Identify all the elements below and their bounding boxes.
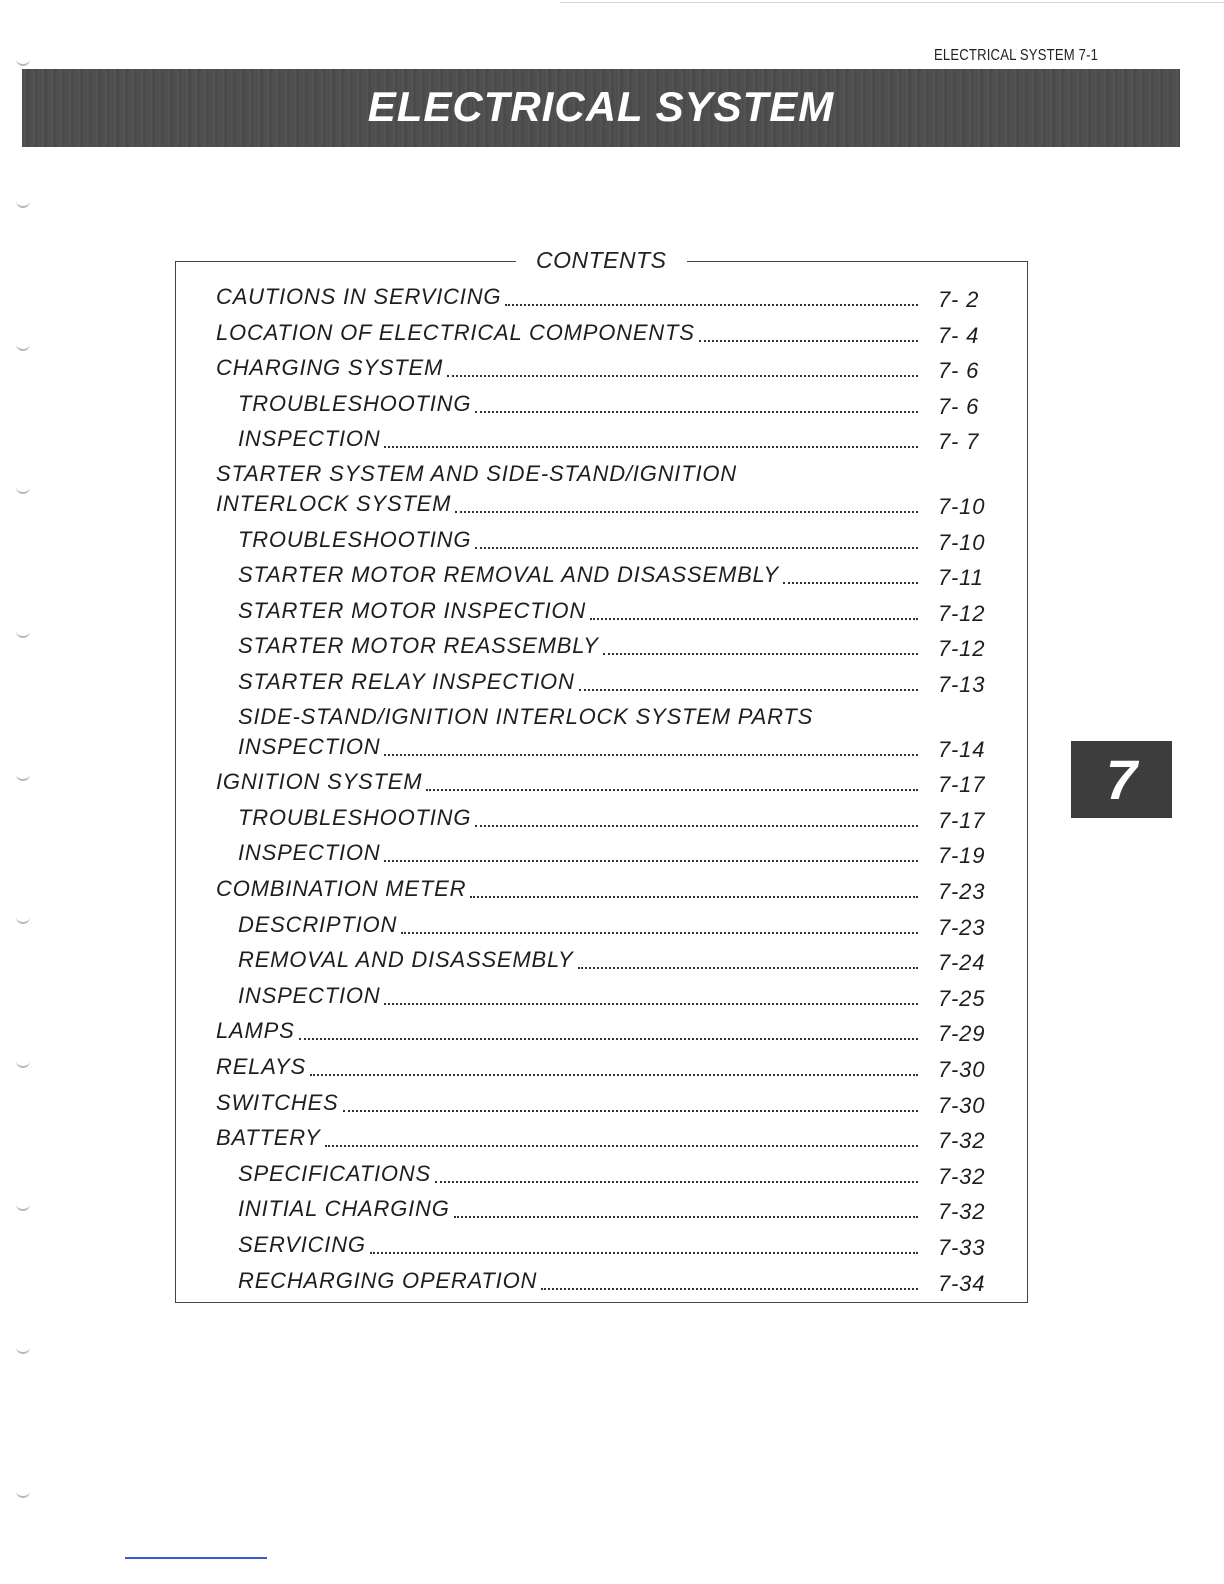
toc-entry-title: SERVICING <box>238 1232 366 1257</box>
dot-leader <box>384 754 918 756</box>
dot-leader <box>578 967 919 969</box>
toc-entry-page: 7-23 <box>938 879 986 904</box>
dot-leader <box>447 375 918 377</box>
toc-entry <box>216 1052 998 1084</box>
toc-entry <box>216 874 998 906</box>
dot-leader <box>299 1038 918 1040</box>
toc-entry <box>216 838 998 870</box>
dot-leader <box>455 511 918 513</box>
toc-entry-page: 7- 6 <box>938 358 980 383</box>
toc-entry-page: 7-12 <box>938 601 986 626</box>
page-title: ELECTRICAL SYSTEM <box>367 83 835 130</box>
dot-leader <box>370 1252 918 1254</box>
toc-entry <box>216 803 998 835</box>
toc-entry <box>216 945 998 977</box>
dot-leader <box>401 932 918 934</box>
dot-leader <box>384 860 918 862</box>
toc-entry <box>216 1088 998 1120</box>
toc-entry-title: COMBINATION METER <box>216 876 467 901</box>
contents-box <box>175 247 1028 1303</box>
toc-entry-title: RECHARGING OPERATION <box>238 1268 538 1293</box>
dot-leader <box>343 1110 918 1112</box>
toc-entry-page: 7-14 <box>938 737 986 762</box>
toc-entry <box>216 560 998 592</box>
dot-leader <box>603 653 918 655</box>
toc-entry-page: 7-19 <box>938 843 986 868</box>
toc-entry-page: 7-32 <box>938 1128 986 1153</box>
toc-entry-title: LAMPS <box>216 1018 295 1043</box>
toc-entry <box>216 667 998 699</box>
binder-mark <box>16 916 30 924</box>
chapter-number: 7 <box>1105 748 1138 811</box>
dot-leader <box>699 340 918 342</box>
binder-mark <box>16 1346 30 1354</box>
toc-entry <box>216 981 998 1013</box>
toc-entry-title: TROUBLESHOOTING <box>238 527 472 552</box>
dot-leader <box>384 1003 918 1005</box>
chapter-tab <box>1071 741 1172 818</box>
toc-entry <box>216 282 998 314</box>
toc-entry-title: INTERLOCK SYSTEM <box>216 491 452 516</box>
footer-rule <box>125 1557 267 1559</box>
toc-entry-title: SPECIFICATIONS <box>238 1161 431 1186</box>
toc-entry <box>216 424 998 456</box>
toc-entry-page: 7-13 <box>938 672 986 697</box>
toc-entry-page: 7- 2 <box>938 287 980 312</box>
toc-entry <box>216 1266 998 1298</box>
dot-leader <box>470 896 918 898</box>
toc-entry <box>216 1230 998 1262</box>
dot-leader <box>325 1145 918 1147</box>
toc-entry-page: 7-32 <box>938 1199 986 1224</box>
binder-mark <box>16 1060 30 1068</box>
toc-entry-title-line: STARTER SYSTEM AND SIDE-STAND/IGNITION <box>216 461 737 486</box>
toc-entry-title: TROUBLESHOOTING <box>238 391 472 416</box>
dot-leader <box>454 1216 918 1218</box>
toc-entry-page: 7-30 <box>938 1093 986 1118</box>
running-header: ELECTRICAL SYSTEM 7-1 <box>934 47 1099 64</box>
dot-leader <box>435 1181 918 1183</box>
toc-entry-title: CHARGING SYSTEM <box>216 355 444 380</box>
toc-entry <box>216 1194 998 1226</box>
binder-mark <box>16 343 30 351</box>
dot-leader <box>475 547 918 549</box>
toc-entry-page: 7-24 <box>938 950 986 975</box>
dot-leader <box>384 446 918 448</box>
toc-entry <box>216 1016 998 1048</box>
toc-entry-title: BATTERY <box>216 1125 321 1150</box>
toc-entry-page: 7-33 <box>938 1235 986 1260</box>
toc-entry-title: INSPECTION <box>238 840 381 865</box>
toc-entry-page: 7-12 <box>938 636 986 661</box>
toc-entry-title: INSPECTION <box>238 734 381 759</box>
toc-entry-title: IGNITION SYSTEM <box>216 769 423 794</box>
toc-entry <box>216 910 998 942</box>
toc-entry-title: STARTER MOTOR REMOVAL AND DISASSEMBLY <box>238 562 780 587</box>
toc-entry <box>216 1159 998 1191</box>
dot-leader <box>783 582 918 584</box>
binder-mark <box>16 1203 30 1211</box>
top-scan-rule <box>560 2 1224 3</box>
toc-entry <box>216 353 998 385</box>
binder-mark <box>16 58 30 66</box>
binder-mark <box>16 1490 30 1498</box>
binder-mark <box>16 200 30 208</box>
toc-entry <box>216 704 998 764</box>
toc-entry-page: 7-17 <box>938 772 986 797</box>
toc-entry <box>216 596 998 628</box>
toc-entry-page: 7- 7 <box>938 429 980 454</box>
dot-leader <box>426 789 918 791</box>
toc-entry <box>216 318 998 350</box>
toc-entry-title: INSPECTION <box>238 983 381 1008</box>
toc-entry-page: 7-10 <box>938 494 986 519</box>
toc-entry-title: REMOVAL AND DISASSEMBLY <box>238 947 574 972</box>
title-banner <box>22 69 1180 147</box>
toc-entry-title: STARTER RELAY INSPECTION <box>238 669 575 694</box>
toc-entry <box>216 525 998 557</box>
toc-entry-page: 7-29 <box>938 1021 986 1046</box>
toc-entry-title: DESCRIPTION <box>238 912 398 937</box>
toc-entry-title: CAUTIONS IN SERVICING <box>216 284 502 309</box>
toc-entry-page: 7-34 <box>938 1271 986 1296</box>
toc-entry <box>216 1123 998 1155</box>
toc-entry-title: INITIAL CHARGING <box>238 1196 450 1221</box>
dot-leader <box>475 825 918 827</box>
toc-entry <box>216 631 998 663</box>
dot-leader <box>541 1288 918 1290</box>
toc-entry-page: 7-25 <box>938 986 986 1011</box>
toc-entry <box>216 767 998 799</box>
dot-leader <box>505 304 918 306</box>
binder-mark <box>16 773 30 781</box>
toc-entry <box>216 461 998 521</box>
dot-leader <box>475 411 918 413</box>
toc-entry-title: INSPECTION <box>238 426 381 451</box>
toc-entry-title: SWITCHES <box>216 1090 339 1115</box>
toc-entry-page: 7- 4 <box>938 323 980 348</box>
toc-entry-title-line: SIDE-STAND/IGNITION INTERLOCK SYSTEM PARTS <box>238 704 814 729</box>
contents-heading: CONTENTS <box>516 247 687 274</box>
toc-entry-page: 7-23 <box>938 915 986 940</box>
toc-entry-title: STARTER MOTOR INSPECTION <box>238 598 587 623</box>
toc-entry-page: 7- 6 <box>938 394 980 419</box>
dot-leader <box>579 689 918 691</box>
toc-entry-title: STARTER MOTOR REASSEMBLY <box>238 633 599 658</box>
dot-leader <box>590 618 918 620</box>
toc-entry-title: LOCATION OF ELECTRICAL COMPONENTS <box>216 320 695 345</box>
toc-entry <box>216 389 998 421</box>
toc-entry-page: 7-11 <box>938 565 984 590</box>
toc-entry-page: 7-30 <box>938 1057 986 1082</box>
binder-hole-marks <box>8 0 38 1584</box>
toc-entry-title: RELAYS <box>216 1054 306 1079</box>
toc-entry-title: TROUBLESHOOTING <box>238 805 472 830</box>
binder-mark <box>16 486 30 494</box>
toc-entry-page: 7-10 <box>938 530 986 555</box>
toc-entry-page: 7-17 <box>938 808 986 833</box>
toc-entry-page: 7-32 <box>938 1164 986 1189</box>
dot-leader <box>310 1074 918 1076</box>
binder-mark <box>16 630 30 638</box>
